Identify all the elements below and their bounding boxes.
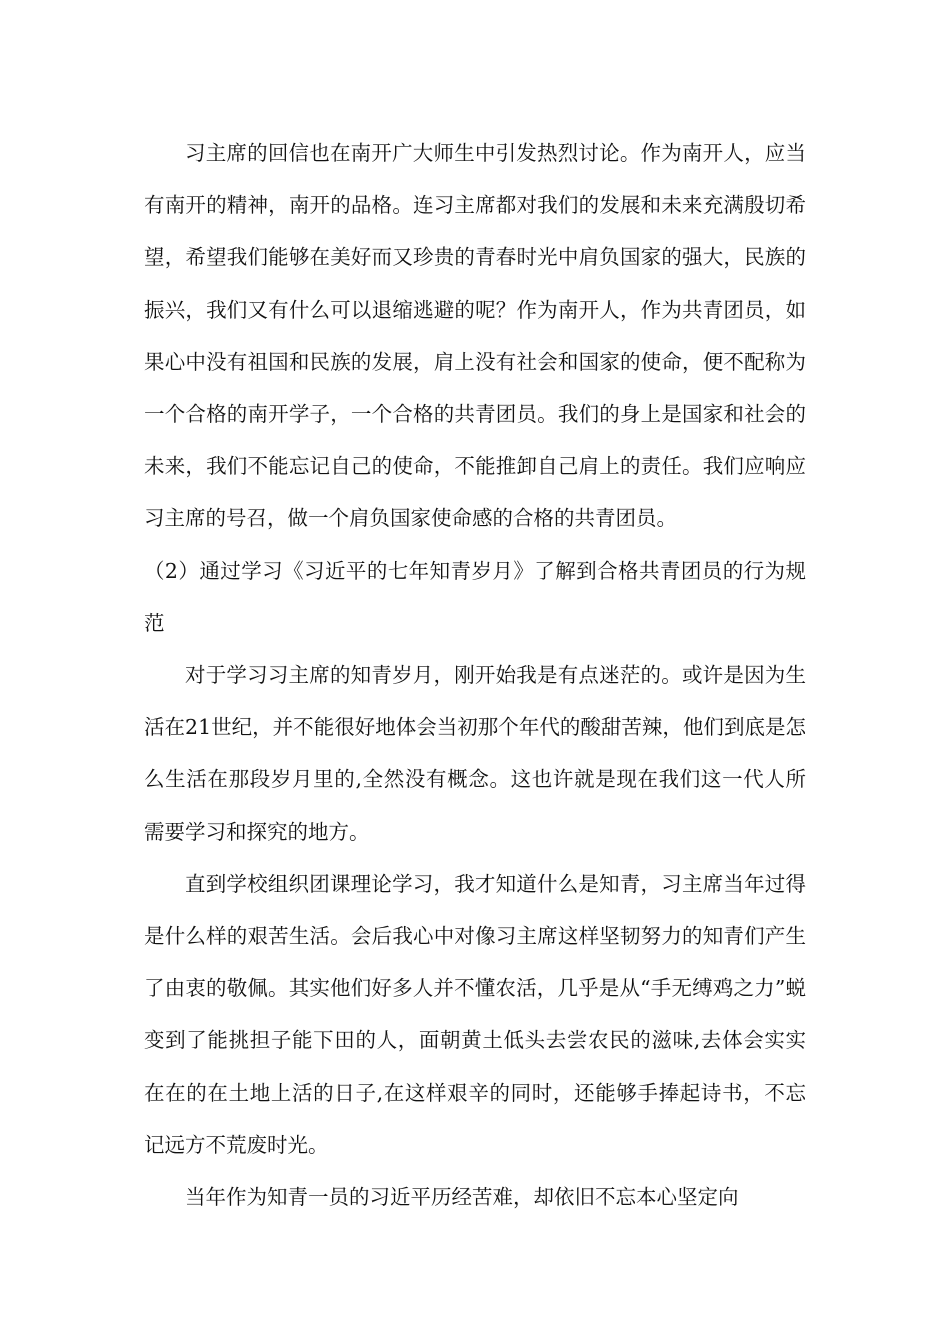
body-paragraph: 直到学校组织团课理论学习，我才知道什么是知青，习主席当年过得是什么样的艰苦生活。会后我心中对像习主席这样坚韧努力的知青们产生了由衷的敬佩。其实他们好多人并不懂农活，几乎是从“手无缚鸡之力”蜕变到了能挑担子能下田的人，面朝黄土低头去尝农民的滋味,去体会实实在在的在土地上活的日子,在这样艰辛的同时，还能够手捧起诗书，不忘记远方不荒废时光。 [144, 871, 806, 1157]
body-paragraph: 习主席的回信也在南开广大师生中引发热烈讨论。作为南开人，应当有南开的精神，南开的品格。连习主席都对我们的发展和未来充满殷切希望，希望我们能够在美好而又珍贵的青春时光中肩负国家的强大，民族的振兴，我们又有什么可以退缩逃避的呢？作为南开人，作为共青团员，如果心中没有祖国和民族的发展，肩上没有社会和国家的使命，便不配称为一个合格的南开学子，一个合格的共青团员。我们的身上是国家和社会的未来，我们不能忘记自己的使命，不能推卸自己肩上的责任。我们应响应习主席的号召，做一个肩负国家使命感的合格的共青团员。 [144, 141, 806, 531]
document-page [144, 127, 806, 1223]
body-paragraph: 当年作为知青一员的习近平历经苦难，却依旧不忘本心坚定向 [185, 1185, 739, 1210]
section-heading: （2）通过学习《习近平的七年知青岁月》了解到合格共青团员的行为规范 [144, 558, 806, 635]
body-paragraph: 对于学习习主席的知青岁月，刚开始我是有点迷茫的。或许是因为生活在21世纪，并不能很好地体会当初那个年代的酸甜苦辣，他们到底是怎么生活在那段岁月里的,全然没有概念。这也许就是现在我们这一代人所需要学习和探究的地方。 [144, 663, 806, 844]
